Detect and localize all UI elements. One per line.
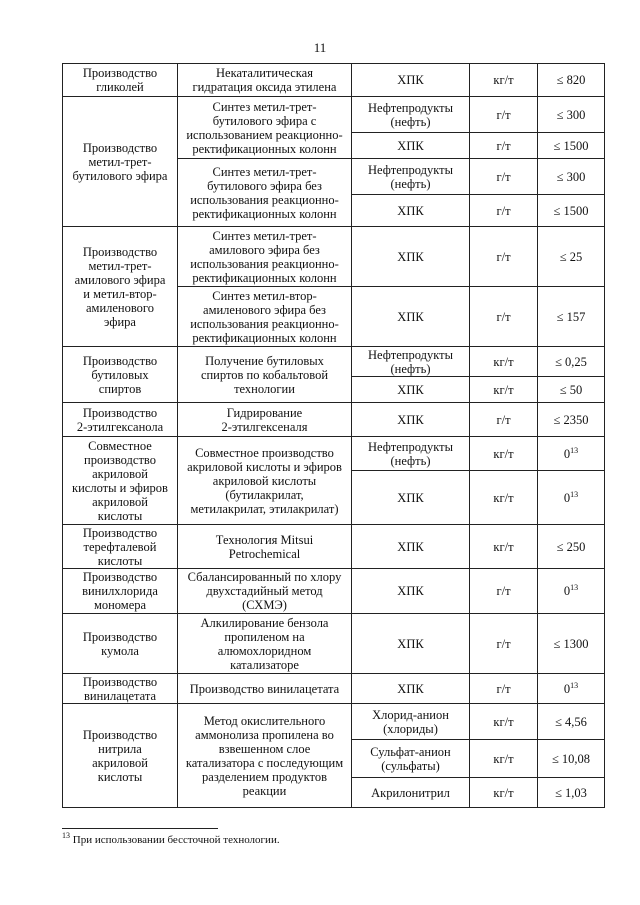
- technology-cell: Метод окислительного аммонолиза пропилена во взвешенном слое катализатора с последующим разделением продуктов реакции: [178, 704, 352, 808]
- unit-cell: кг/т: [470, 740, 538, 778]
- footnote-text: При использовании бессточной технологии.: [70, 834, 280, 846]
- indicator-cell: ХПК: [352, 471, 470, 525]
- indicator-cell: ХПК: [352, 64, 470, 97]
- indicator-cell: ХПК: [352, 195, 470, 227]
- value-cell: $0^{13}$: [538, 437, 605, 471]
- footnote-marker: 13: [62, 831, 70, 840]
- unit-cell: г/т: [470, 97, 538, 133]
- value-cell: ≤ 820: [538, 64, 605, 97]
- value-cell: ≤ 1500: [538, 133, 605, 159]
- unit-cell: г/т: [470, 227, 538, 287]
- technology-cell: Получение бутиловых спиртов по кобальтовой технологии: [178, 347, 352, 403]
- unit-cell: г/т: [470, 133, 538, 159]
- footnote-ref: 13: [570, 445, 579, 455]
- indicator-cell: ХПК: [352, 614, 470, 674]
- value-cell: $0^{13}$: [538, 569, 605, 614]
- footnote-ref: 13: [570, 583, 579, 592]
- production-cell: Производство винилацетата: [63, 674, 178, 704]
- technology-cell: Гидрирование 2-этилгексеналя: [178, 403, 352, 437]
- production-cell: Производство метил-трет- амилового эфира и метил-втор- амиленового эфира: [63, 227, 178, 347]
- technology-cell: Производство винилацетата: [178, 674, 352, 704]
- unit-cell: г/т: [470, 614, 538, 674]
- table-row: [63, 347, 605, 377]
- indicator-cell: ХПК: [352, 133, 470, 159]
- indicator-cell: ХПК: [352, 377, 470, 403]
- value-cell: $0^{13}$: [538, 471, 605, 525]
- page-number: 11: [313, 40, 327, 55]
- unit-cell: г/т: [470, 569, 538, 614]
- indicator-cell: ХПК: [352, 569, 470, 614]
- indicator-cell: Нефтепродукты (нефть): [352, 347, 470, 377]
- unit-cell: кг/т: [470, 525, 538, 569]
- value-cell: ≤ 300: [538, 97, 605, 133]
- unit-cell: кг/т: [470, 437, 538, 471]
- technology-cell: Совместное производство акриловой кислоты и эфиров акриловой кислоты (бутилакрилат, метилакрилат, этилакрилат): [178, 437, 352, 525]
- indicator-cell: ХПК: [352, 287, 470, 347]
- indicator-cell: Хлорид-анион (хлориды): [352, 704, 470, 740]
- value-cell: ≤ 10,08: [538, 740, 605, 778]
- production-cell: Производство 2-этилгексанола: [63, 403, 178, 437]
- indicator-cell: Сульфат-анион (сульфаты): [352, 740, 470, 778]
- unit-cell: кг/т: [470, 377, 538, 403]
- table-row: [63, 704, 605, 740]
- table-row: [63, 227, 605, 287]
- unit-cell: кг/т: [470, 471, 538, 525]
- production-cell: Производство гликолей: [63, 64, 178, 97]
- unit-cell: кг/т: [470, 778, 538, 808]
- indicator-cell: ХПК: [352, 403, 470, 437]
- indicator-cell: Нефтепродукты (нефть): [352, 159, 470, 195]
- value-cell: ≤ 0,25: [538, 347, 605, 377]
- technology-cell: Сбалансированный по хлору двухстадийный метод (СХМЭ): [178, 569, 352, 614]
- unit-cell: кг/т: [470, 347, 538, 377]
- technology-cell: Синтез метил-трет- бутилового эфира без использования реакционно- ректификационных колонн: [178, 159, 352, 227]
- unit-cell: г/т: [470, 403, 538, 437]
- value-cell: ≤ 157: [538, 287, 605, 347]
- value-cell: ≤ 1300: [538, 614, 605, 674]
- production-cell: Производство кумола: [63, 614, 178, 674]
- value-cell: ≤ 4,56: [538, 704, 605, 740]
- indicator-cell: ХПК: [352, 674, 470, 704]
- technology-cell: Некаталитическая гидратация оксида этилена: [178, 64, 352, 97]
- value-cell: ≤ 250: [538, 525, 605, 569]
- technology-cell: Синтез метил-втор- амиленового эфира без использования реакционно- ректификационных колонн: [178, 287, 352, 347]
- technology-cell: Алкилирование бензола пропиленом на алюмохлоридном катализаторе: [178, 614, 352, 674]
- value-cell: ≤ 50: [538, 377, 605, 403]
- footnote-ref: 13: [570, 680, 579, 690]
- table-row: [63, 97, 605, 133]
- table-row: [63, 437, 605, 471]
- technology-cell: Синтез метил-трет- амилового эфира без использования реакционно- ректификационных колонн: [178, 227, 352, 287]
- value-cell: ≤ 1,03: [538, 778, 605, 808]
- table-row: [63, 674, 605, 704]
- unit-cell: г/т: [470, 287, 538, 347]
- unit-cell: г/т: [470, 159, 538, 195]
- value-cell: $0^{13}$: [538, 674, 605, 704]
- indicator-cell: Акрилонитрил: [352, 778, 470, 808]
- production-cell: Совместное производство акриловой кислоты и эфиров акриловой кислоты: [63, 437, 178, 525]
- unit-cell: г/т: [470, 195, 538, 227]
- technology-cell: Технология Mitsui Petrochemical: [178, 525, 352, 569]
- indicator-cell: ХПК: [352, 227, 470, 287]
- production-cell: Производство винилхлорида мономера: [63, 569, 178, 614]
- unit-cell: кг/т: [470, 704, 538, 740]
- production-cell: Производство нитрила акриловой кислоты: [63, 704, 178, 808]
- value-cell: ≤ 25: [538, 227, 605, 287]
- table-row: [63, 64, 605, 97]
- footnote-ref: 13: [570, 489, 579, 499]
- technology-cell: Синтез метил-трет- бутилового эфира с использованием реакционно- ректификационных колонн: [178, 97, 352, 159]
- production-cell: Производство метил-трет- бутилового эфира: [63, 97, 178, 227]
- emission-standards-table: [62, 63, 605, 808]
- table-row: [63, 614, 605, 674]
- table-row: [63, 569, 605, 614]
- indicator-cell: Нефтепродукты (нефть): [352, 97, 470, 133]
- table-row: [63, 403, 605, 437]
- unit-cell: кг/т: [470, 64, 538, 97]
- unit-cell: г/т: [470, 674, 538, 704]
- production-cell: Производство бутиловых спиртов: [63, 347, 178, 403]
- value-cell: ≤ 300: [538, 159, 605, 195]
- value-cell: ≤ 1500: [538, 195, 605, 227]
- value-cell: ≤ 2350: [538, 403, 605, 437]
- indicator-cell: ХПК: [352, 525, 470, 569]
- production-cell: Производство терефталевой кислоты: [63, 525, 178, 569]
- indicator-cell: Нефтепродукты (нефть): [352, 437, 470, 471]
- table-row: [63, 525, 605, 569]
- footnote: [62, 831, 280, 846]
- footnote-divider: [62, 828, 218, 829]
